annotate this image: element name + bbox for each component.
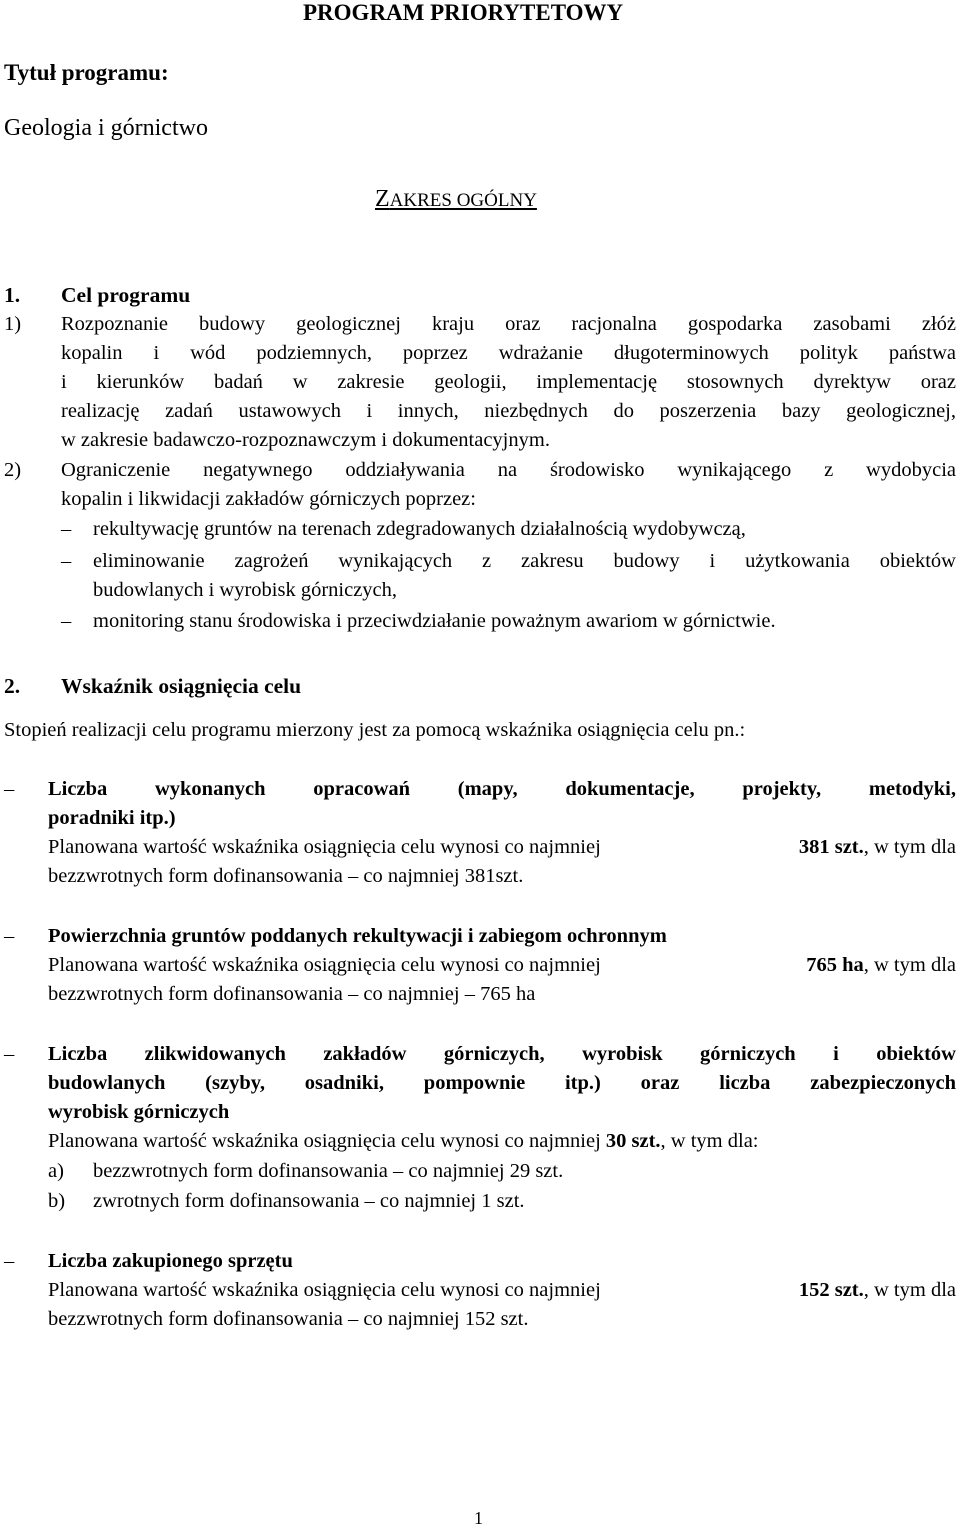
- bullet-dash: –: [61, 550, 72, 572]
- item1-line: realizację zadań ustawowych i innych, niezbędnych do poszerzenia bazy geologicznej,: [61, 400, 956, 422]
- indicator-title: poradniki itp.): [48, 807, 176, 829]
- item1-line: kopalin i wód podziemnych, poprzez wdrażanie długoterminowych polityk państwa: [61, 342, 956, 364]
- indicator-dash: –: [4, 925, 15, 947]
- indicator-title: Liczba zlikwidowanych zakładów górniczych, wyrobisk górniczych i obiektów: [48, 1043, 956, 1065]
- indicator-dash: –: [4, 1043, 15, 1065]
- scope-heading-rest: AKRES OGÓLNY: [389, 190, 537, 211]
- indicator-plan: [48, 833, 956, 862]
- section1-heading: Cel programu: [61, 283, 191, 307]
- indicator-plan: [48, 1276, 956, 1305]
- item2-line: kopalin i likwidacji zakładów górniczych poprzez:: [61, 488, 476, 510]
- plan-tail: [806, 951, 956, 980]
- indicator-title: Powierzchnia gruntów poddanych rekultywacji i zabiegom ochronnym: [48, 925, 667, 947]
- item2-line: Ograniczenie negatywnego oddziaływania na środowisko wynikającego z wydobycia: [61, 459, 956, 481]
- program-title: Geologia i górnictwo: [4, 115, 208, 141]
- bullet-text: monitoring stanu środowiska i przeciwdziałanie poważnym awariom w górnictwie.: [93, 610, 776, 632]
- indicator-plan-line2: bezzwrotnych form dofinansowania – co najmniej – 765 ha: [48, 983, 536, 1005]
- subitem-marker: b): [48, 1190, 66, 1212]
- indicator-plan: [48, 1127, 758, 1156]
- bullet-dash: –: [61, 610, 72, 632]
- bullet-text: eliminowanie zagrożeń wynikających z zakresu budowy i użytkowania obiektów: [93, 550, 956, 572]
- item1-marker: 1): [4, 313, 22, 335]
- plan-value: 30 szt.: [605, 1130, 661, 1152]
- page-number: 1: [474, 1508, 483, 1528]
- title-label: Tytuł programu:: [4, 60, 169, 85]
- plan-prefix: Planowana wartość wskaźnika osiągnięcia celu wynosi co najmniej: [48, 1130, 606, 1152]
- scope-heading-initial: Z: [375, 186, 390, 212]
- program-type: PROGRAM PRIORYTETOWY: [303, 0, 624, 25]
- bullet-text: budowlanych i wyrobisk górniczych,: [93, 579, 398, 601]
- indicator-title: Liczba wykonanych opracowań (mapy, dokumentacje, projekty, metodyki,: [48, 778, 956, 800]
- indicator-title: Liczba zakupionego sprzętu: [48, 1250, 293, 1272]
- plan-tail: [799, 833, 956, 862]
- indicator-dash: –: [4, 1250, 15, 1272]
- plan-value: 765 ha: [806, 954, 864, 976]
- plan-value: 381 szt.: [798, 836, 864, 858]
- plan-tail: [799, 1276, 956, 1305]
- item1-line: w zakresie badawczo-rozpoznawczym i dokumentacyjnym.: [61, 429, 550, 451]
- section2-number: 2.: [4, 674, 21, 698]
- bullet-dash: –: [61, 518, 72, 540]
- subitem-text: zwrotnych form dofinansowania – co najmniej 1 szt.: [93, 1190, 525, 1212]
- plan-value: 152 szt.: [798, 1279, 864, 1301]
- indicator-plan-line2: bezzwrotnych form dofinansowania – co najmniej 152 szt.: [48, 1308, 529, 1330]
- plan-suffix: , w tym dla:: [660, 1130, 759, 1152]
- indicator-title: budowlanych (szyby, osadniki, pompownie itp.) oraz liczba zabezpieczonych: [48, 1072, 956, 1094]
- subitem-marker: a): [48, 1160, 64, 1182]
- scope-heading: [375, 186, 537, 213]
- plan-prefix: Planowana wartość wskaźnika osiągnięcia celu wynosi co najmniej: [48, 1279, 606, 1301]
- item2-marker: 2): [4, 459, 22, 481]
- subitem-text: bezzwrotnych form dofinansowania – co najmniej 29 szt.: [93, 1160, 564, 1182]
- section2-intro: Stopień realizacji celu programu mierzony jest za pomocą wskaźnika osiągnięcia celu pn.:: [4, 719, 746, 741]
- item1-line: Rozpoznanie budowy geologicznej kraju oraz racjonalna gospodarka zasobami złóż: [61, 313, 956, 335]
- section1-number: 1.: [4, 283, 21, 307]
- plan-prefix: Planowana wartość wskaźnika osiągnięcia celu wynosi co najmniej: [48, 954, 606, 976]
- indicator-title: wyrobisk górniczych: [48, 1101, 230, 1123]
- plan-suffix: , w tym dla: [863, 1279, 956, 1301]
- indicator-dash: –: [4, 778, 15, 800]
- plan-suffix: , w tym dla: [863, 954, 956, 976]
- item1-line: i kierunków badań w zakresie geologii, implementację stosownych dyrektyw oraz: [61, 371, 956, 393]
- plan-suffix: , w tym dla: [863, 836, 956, 858]
- bullet-text: rekultywację gruntów na terenach zdegradowanych działalnością wydobywczą,: [93, 518, 746, 540]
- plan-prefix: Planowana wartość wskaźnika osiągnięcia celu wynosi co najmniej: [48, 836, 606, 858]
- indicator-plan: [48, 951, 956, 980]
- section2-heading: Wskaźnik osiągnięcia celu: [61, 674, 302, 698]
- indicator-plan-line2: bezzwrotnych form dofinansowania – co najmniej 381szt.: [48, 865, 524, 887]
